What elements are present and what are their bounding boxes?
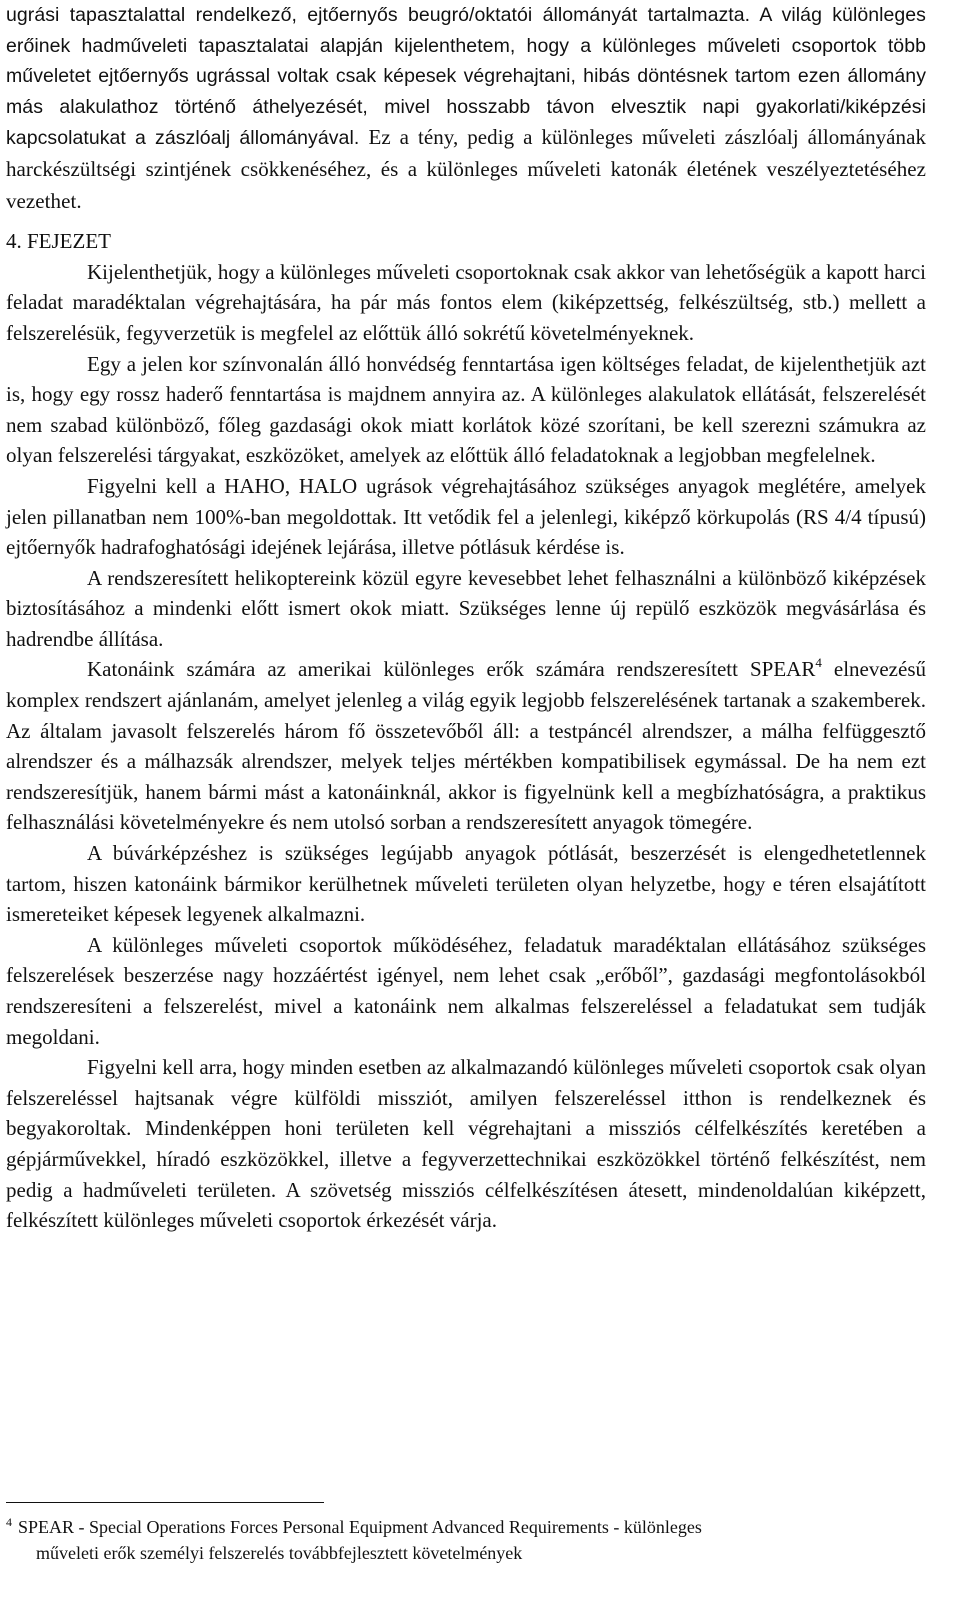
- spear-paragraph: [6, 654, 926, 838]
- intro-text-serif: Ez a tény, pedig a különleges műveleti zászlóalj állományának harckészültségi szintjének csökkenéséhez, és a különleges műveleti katonák életének veszélyeztetéséhez vezethet.: [6, 125, 927, 213]
- chapter-heading: 4. FEJEZET: [6, 229, 111, 254]
- footnote-number: 4: [6, 1515, 12, 1529]
- document-page: [6, 0, 926, 1236]
- footnote-line-1: SPEAR - Special Operations Forces Personal Equipment Advanced Requirements - különleges: [18, 1517, 702, 1537]
- body-paragraph: Kijelenthetjük, hogy a különleges műveleti csoportoknak csak akkor van lehetőségük a kapott harci feladat maradéktalan végrehajtására, ha pár más fontos elem (kiképzettség, felkészültség, stb.) mellett a felszerelésük, fegyverzetük is megfelel az előttük álló sokrétű követelményeknek.: [6, 259, 926, 345]
- intro-paragraph: [6, 0, 926, 217]
- body-paragraph: A búvárképzéshez is szükséges legújabb anyagok pótlását, beszerzését is elengedhetetlennek tartom, hiszen katonáink bármikor kerülhetnek műveleti területen olyan helyzetbe, hogy e téren elsajátított ismereteiket képesek legyenek alkalmazni.: [6, 841, 926, 927]
- body-paragraph: A különleges műveleti csoportok működéséhez, feladatuk maradéktalan ellátásához szükséges felszerelések beszerzése nagy hozzáértést igényel, nem lehet csak „erőből”, gazdasági megfontolásokból rendszeresíteni a felszerelést, mivel a katonáink nem alkalmas felszereléssel a feladatukat sem tudják megoldani.: [6, 932, 926, 1049]
- body-paragraph: Figyelni kell a HAHO, HALO ugrások végrehajtásához szükséges anyagok meglétére, amelyek jelen pillanatban nem 100%-ban megoldottak. Itt vetődik fel a jelenlegi, kiképző körkupolás (RS 4/4 típusú) ejtőernyők hadrafoghatósági idejének lejárása, illetve pótlásuk kérdése is.: [6, 473, 926, 560]
- spear-text-after: elnevezésű komplex rendszert ajánlanám, amelyet jelenleg a világ egyik legjobb felszerelésének tartanak a szakemberek. Az általam javasolt felszerelés három fő összetevőből áll: a testpáncél alrendszer, a málha felfüggesztő alrendszer és a málhazsák alrendszer, melyek teljes mértékben kompatibilisek egymással. De ha nem ezt rendszeresítjük, hanem bármi mást a katonáinknál, akkor is figyelnünk kell a megbízhatóságra, a praktikus felhasználási követelményekre és nem utolsó sorban a rendszeresített anyagok tömegére.: [6, 657, 926, 835]
- body-paragraph: Egy a jelen kor színvonalán álló honvédség fenntartása igen költséges feladat, de kijelenthetjük azt is, hogy egy rossz haderő fenntartása is majdnem annyira az. A különleges alakulatok ellátását, felszerelését nem szabad különböző, főleg gazdasági okok miatt korlátok közé szorítani, be kell szerezni számukra az olyan felszerelési tárgyakat, eszközöket, amelyek az előttük álló feladatoknak a legjobban megfelelnek.: [6, 351, 926, 468]
- footnote: [6, 1514, 906, 1566]
- body-paragraph: Figyelni kell arra, hogy minden esetben az alkalmazandó különleges műveleti csoportok csak olyan felszereléssel hajtsanak végre külföldi missziót, amilyen felszereléssel itthon is rendelkeznek és begyakoroltak. Mindenképpen honi területen kell végrehajtani a missziós célfelkészítés keretében a gépjárművekkel, híradó eszközökkel, illetve a fegyverzettechnikai eszközökkel történő felkészítést, nem pedig a hadműveleti területen. A szövetség missziós célfelkészítésen átesett, mindenoldalúan kiképzett, felkészített különleges műveleti csoportok érkezését várja.: [6, 1055, 926, 1233]
- footnote-divider: [6, 1502, 324, 1503]
- spear-text-before: Katonáink számára az amerikai különleges erők számára rendszeresített SPEAR: [87, 657, 816, 682]
- footnote-line-2: műveleti erők személyi felszerelés továbbfejlesztett követelmények: [36, 1543, 523, 1563]
- body-paragraph: A rendszeresített helikoptereink közül egyre kevesebbet lehet felhasználni a különböző kiképzések biztosításához a mindenki előtt ismert okok miatt. Szükséges lenne új repülő eszközök megvásárlása és hadrendbe állítása.: [6, 565, 926, 651]
- footnote-reference[interactable]: 4: [815, 655, 822, 671]
- intro-text-sans: ugrási tapasztalattal rendelkező, ejtőernyős beugró/oktatói állományát tartalmazta. A világ különleges erőinek hadműveleti tapasztalatai alapján kijelenthetem, hogy a különleges műveleti csoportok több műveletet ejtőernyős ugrással voltak csak képesek végrehajtani, hibás döntésnek tartom ezen állomány más alakulathoz történő áthelyezését, mivel hosszabb távon elvesztik napi gyakorlati/kiképzési kapcsolatukat a zászlóalj állományával.: [6, 4, 926, 150]
